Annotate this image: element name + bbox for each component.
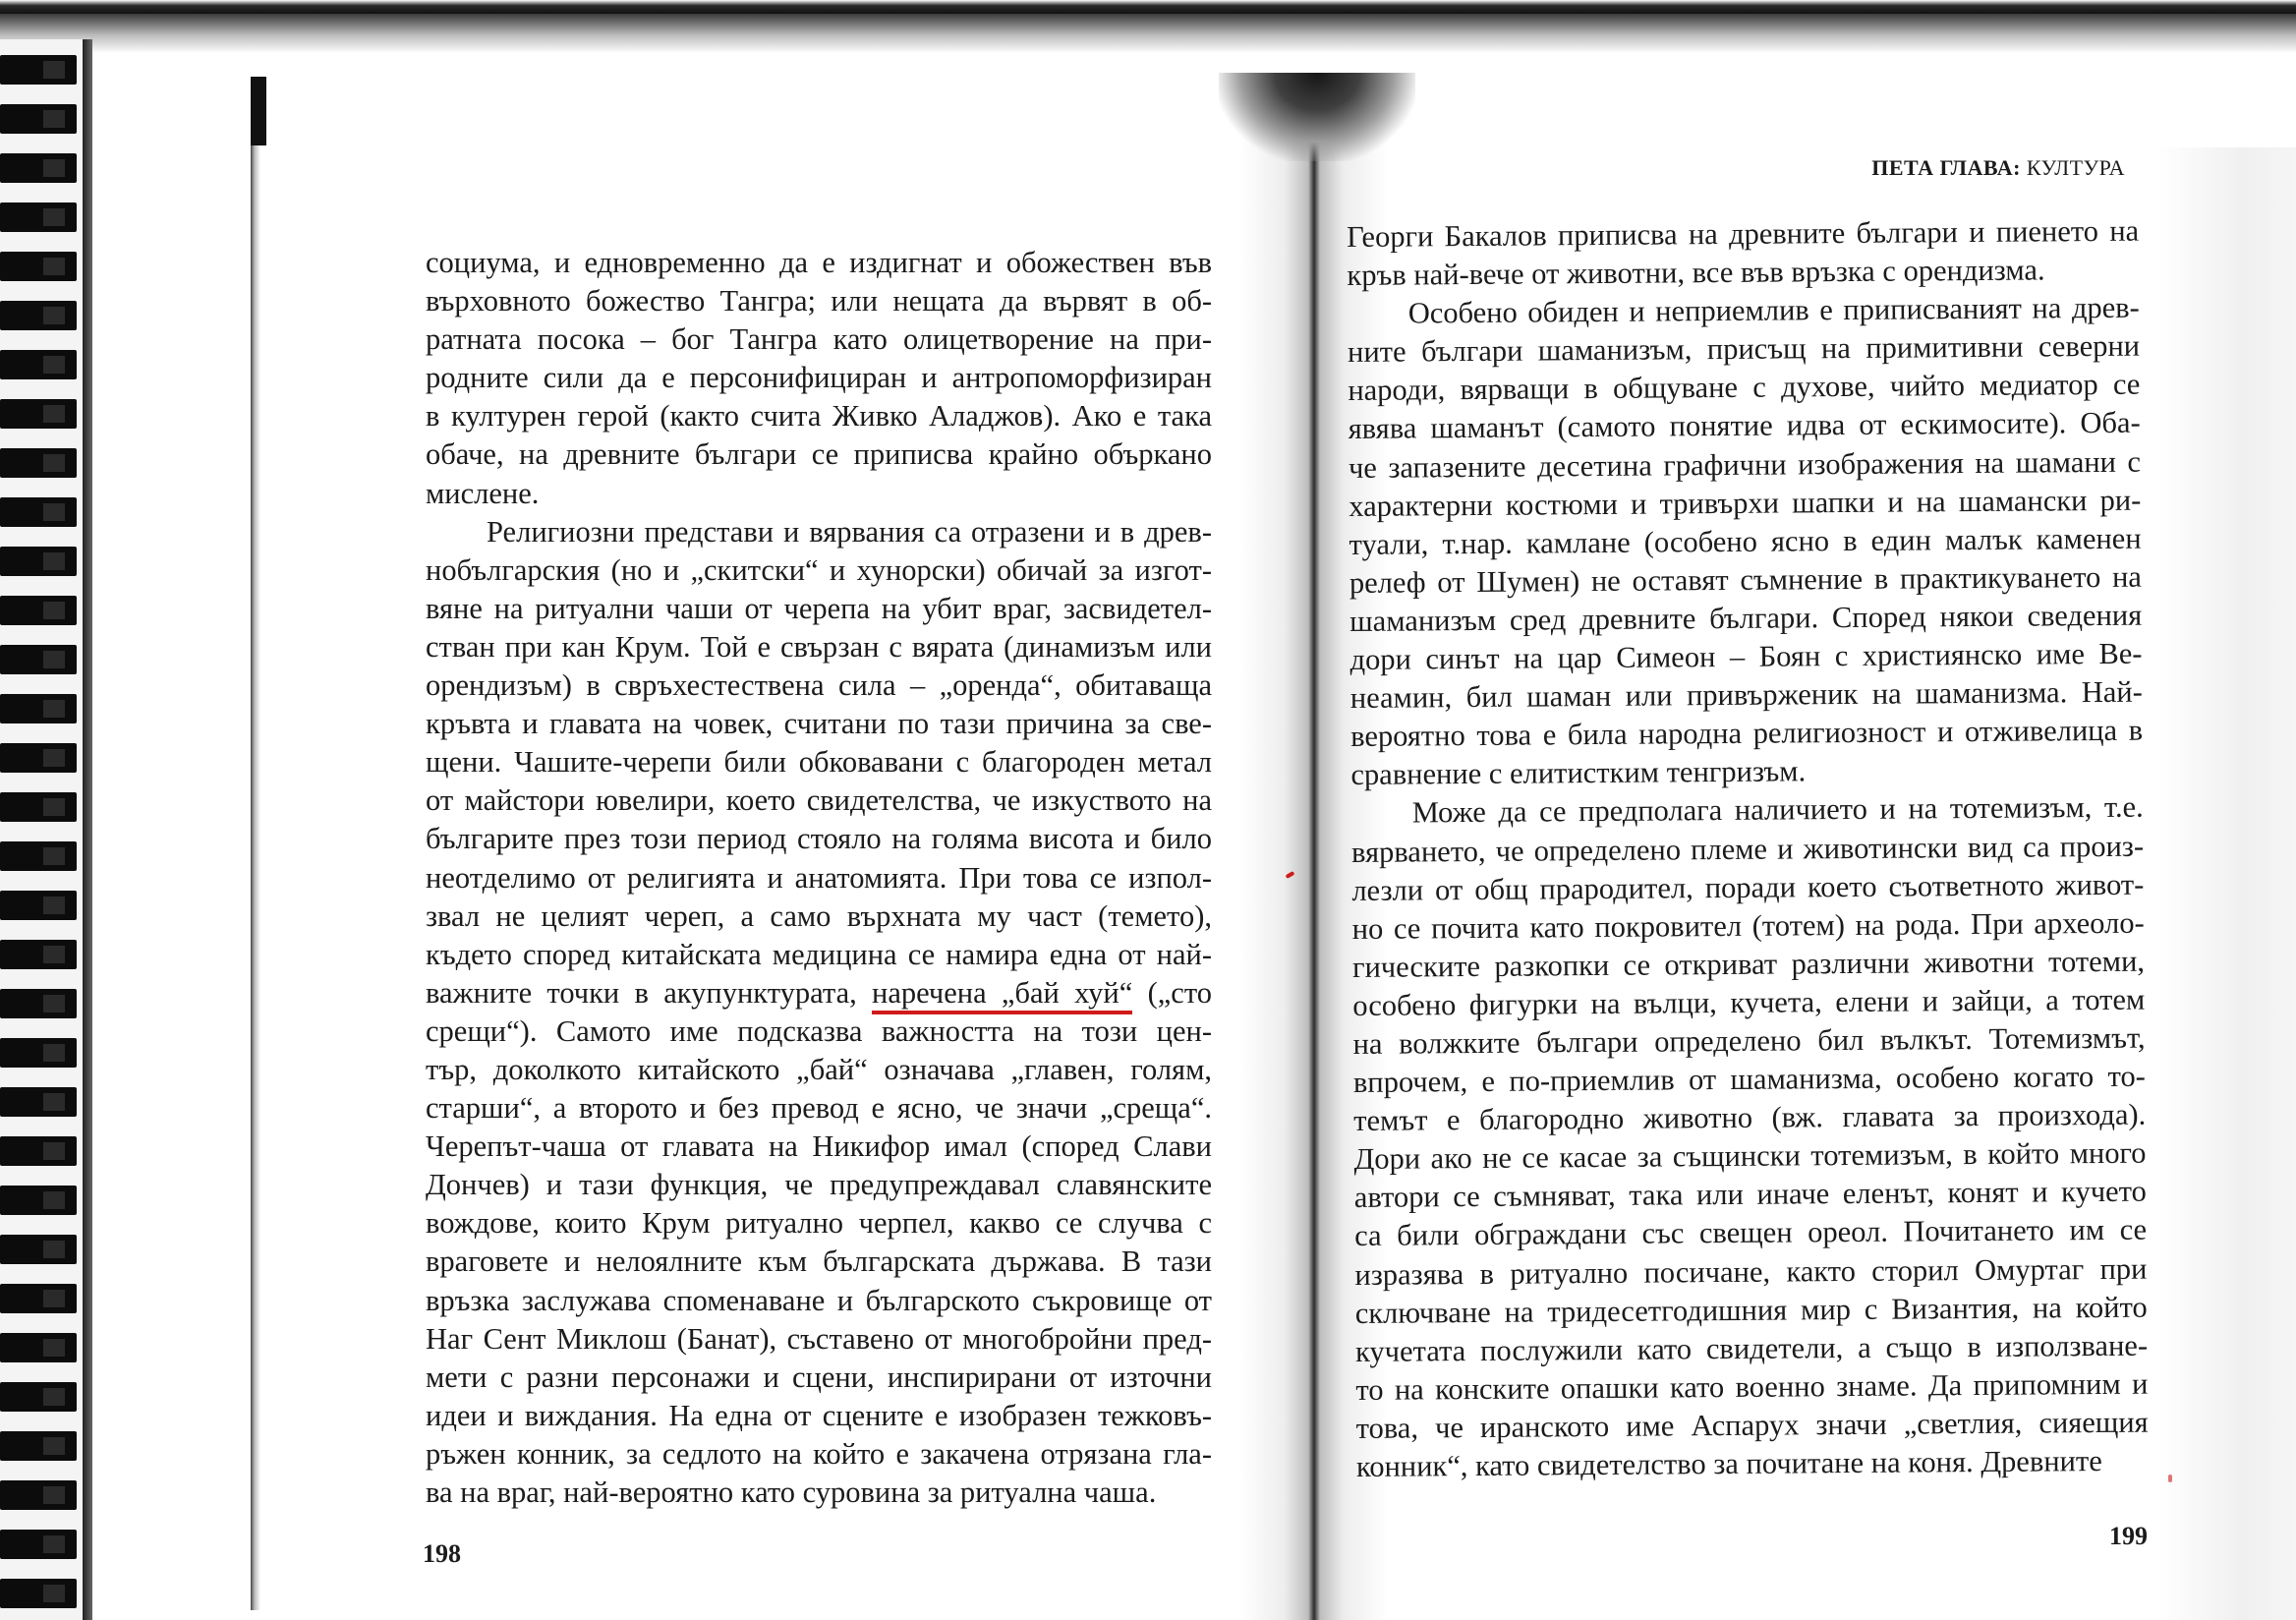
scan-top-shadow <box>0 14 2296 53</box>
text-line: щени. Чашите-черепи били обковавани с благороден метал <box>426 745 1212 780</box>
binding-coil <box>0 497 77 527</box>
binding-coil <box>0 1038 77 1068</box>
text-line: вяне на ритуални чаши от черепа на убит враг, засвидетел- <box>426 591 1212 625</box>
text-line: Дори ако не се касае за същински тотемизъм, в който много <box>1353 1135 2147 1177</box>
text-line: гическите разкопки се откриват различни животни тотеми, <box>1351 944 2146 984</box>
text-line: кръвта и главата на човек, считани по тази причина за све- <box>426 707 1212 741</box>
scan-speck <box>2168 1475 2172 1482</box>
text-line: звал не целият череп, а само върхната му част (темето), <box>426 898 1212 933</box>
text-line: темът е благородно животно (вж. главата за произхода). <box>1353 1097 2147 1138</box>
binding-coil <box>0 1235 77 1264</box>
text-line: че запазените десетина графични изображения на шамани с <box>1348 444 2142 485</box>
text-line: неотделимо от религията и анатомията. При това се изпол- <box>426 860 1212 895</box>
binding-coil <box>0 547 77 576</box>
binding-coil <box>0 301 77 330</box>
binding-coil <box>0 891 77 920</box>
running-head-title: КУЛТУРА <box>2020 155 2125 180</box>
text-line: на волжките българи определено бил вълкът. Тотемизмът, <box>1352 1020 2146 1061</box>
text-line: конник“, като свидетелство за почитане на коня. Древните <box>1355 1444 2102 1483</box>
text-line: характерни костюми и тривърхи шапки и на шамански ри- <box>1349 483 2142 523</box>
binding-coil <box>0 1480 77 1510</box>
text-line: туали, т.нар. камлане (особено ясно в един малък каменен <box>1349 521 2142 561</box>
text-line: Георги Бакалов приписва на древните българи и пиенето на <box>1347 213 2140 254</box>
binding-coil <box>0 1382 77 1412</box>
binding-coil <box>0 104 77 134</box>
text-segment: („сто <box>1132 975 1212 1010</box>
text-line: орендизъм) в свръхестествена сила – „оренда“, обитаваща <box>426 668 1212 703</box>
spiral-binding <box>0 39 90 1620</box>
text-line: неамин, бил шаман или привърженик на шаманизма. Най- <box>1349 674 2143 716</box>
text-line: кръв най-вече от животни, все във връзка с орендизма. <box>1347 253 2045 293</box>
text-line: тър, доколкото китайското „бай“ означава „главен, голям, <box>426 1052 1212 1086</box>
text-line: мети с разни персонажи и сцени, инспирирани от източни <box>426 1360 1212 1394</box>
text-line: вярването, че определено племе и животински вид са произ- <box>1350 829 2145 869</box>
binding-coil <box>0 645 77 674</box>
text-line: връзка заслужава споменаване и българското съкровище от <box>426 1283 1212 1317</box>
text-line: в културен герой (както счита Живко Аладжов). Ако е така <box>426 399 1212 434</box>
text-line: родните сили да е персонифициран и антропоморфизиран <box>426 361 1212 395</box>
binding-coil <box>0 202 77 232</box>
text-line: Черепът-чаша от главата на Никифор имал (според Слави <box>426 1129 1212 1164</box>
binding-coil <box>0 399 77 429</box>
binding-edge <box>83 39 92 1620</box>
scan-top-border <box>0 0 2296 14</box>
binding-coil <box>0 989 77 1018</box>
text-line: релеф от Шумен) не оставят съмнение в практикуването на <box>1349 559 2143 600</box>
text-line: дори синът на цар Симеон – Боян с християнско име Ве- <box>1349 636 2143 677</box>
red-underlined-phrase: наречена „бай хуй“ <box>872 976 1132 1014</box>
text-line: върховното божество Тангра; или нещата да вървят в об- <box>426 284 1212 318</box>
text-line: впрочем, е по-приемлив от шаманизма, особено когато то- <box>1352 1059 2147 1100</box>
text-line: явява шаманът (самото понятие идва от ескимосите). Оба- <box>1348 406 2141 446</box>
text-line: кучетата послужили като свидетели, а също в използване- <box>1354 1328 2149 1368</box>
binding-coil <box>0 1186 77 1215</box>
text-line: автори се съмняват, така или иначе еленът, конят и кучето <box>1353 1174 2147 1215</box>
binding-coil <box>0 1333 77 1362</box>
text-line: но се почита като покровител (тотем) на рода. При археоло- <box>1351 905 2145 946</box>
text-line: вероятно това е била народна религиозност и отживелица в <box>1350 713 2144 754</box>
binding-coil <box>0 1284 77 1313</box>
running-head <box>1671 155 2125 181</box>
text-line: са били обграждани със свещен ореол. Почитането им се <box>1353 1213 2148 1253</box>
binding-coil <box>0 596 77 625</box>
binding-coil <box>0 694 77 723</box>
binding-coil <box>0 153 77 183</box>
text-line: то на конските опашки като военно знаме. Да припомним и <box>1355 1366 2149 1407</box>
left-page-number: 198 <box>423 1539 461 1568</box>
text-line: Наг Сент Миклош (Банат), съставено от многобройни пред- <box>426 1321 1212 1356</box>
book-gutter-shadow <box>1219 73 1415 161</box>
text-line: враговете и нелоялните към българската държава. В тази <box>426 1244 1212 1279</box>
binding-coil <box>0 841 77 871</box>
text-line <box>426 974 1212 1012</box>
text-line: Особено обиден и неприемлив е приписваният на древ- <box>1407 290 2140 330</box>
right-page-number: 199 <box>2109 1522 2148 1550</box>
binding-coil <box>0 448 77 478</box>
text-line: ните българи шаманизъм, присъщ на примитивни северни <box>1347 328 2141 370</box>
text-line: това, че иранското име Аспарух значи „светлия, сияещия <box>1355 1405 2149 1445</box>
text-line: ва на враг, най-вероятно като суровина за ритуална чаша. <box>426 1475 1157 1509</box>
text-line: Дончев) и тази функция, че предупреждавал славянските <box>426 1168 1212 1202</box>
running-head-chapter: ПЕТА ГЛАВА: <box>1871 155 2021 180</box>
text-line: нобългарския (но и „скитски“ и хунорски) обичай за изгот- <box>426 552 1212 587</box>
text-line: обаче, на древните българи се приписва крайно объркано <box>426 437 1212 472</box>
text-segment: важните точки в акупунктурата, <box>426 975 873 1010</box>
text-line: стван при кан Крум. Той е свързан с вярата (динамизъм или <box>426 629 1212 664</box>
left-page-text <box>426 244 1212 1512</box>
binding-coil <box>0 1136 77 1166</box>
right-page-text <box>1347 212 2149 1486</box>
text-line: старши“, а второто и без превод е ясно, че значи „среща“. <box>426 1091 1212 1126</box>
text-line: идеи и виждания. На една от сцените е изобразен тежковъ- <box>426 1398 1212 1432</box>
text-line: срещи“). Самото име подсказва важността на този цен- <box>426 1013 1212 1048</box>
right-page-shade <box>2158 147 2296 1620</box>
left-page-edge <box>251 77 260 1610</box>
text-line: изразява в ритуално посичане, както сторил Омуртаг при <box>1354 1251 2148 1292</box>
binding-coil <box>0 55 77 85</box>
text-line: лезли от общ прародител, поради което съответното живот- <box>1351 867 2145 907</box>
binding-coil <box>0 252 77 281</box>
binding-coil <box>0 940 77 969</box>
text-line: ратната посока – бог Тангра като олицетворение на при- <box>426 322 1212 357</box>
binding-coil <box>0 1579 77 1608</box>
text-line: българите през този период стояло на голяма висота и било <box>426 822 1212 856</box>
text-line: Може да се предполага наличието и на тотемизъм, т.е. <box>1411 790 2144 830</box>
text-line: Религиозни представи и вярвания са отразени и в древ- <box>487 514 1212 549</box>
text-line: сравнение с елитистким тенгризъм. <box>1350 754 1807 792</box>
text-line: социума, и едновременно да е издигнат и обожествен във <box>426 246 1212 279</box>
text-line: мислене. <box>426 476 540 510</box>
binding-coil <box>0 1431 77 1461</box>
left-page-corner <box>251 77 266 145</box>
text-line: където според китайската медицина се намира една от най- <box>426 937 1212 971</box>
binding-coil <box>0 1530 77 1559</box>
binding-coil <box>0 350 77 379</box>
text-line: сключване на тридесетгодишния мир с Византия, на който <box>1354 1290 2148 1330</box>
text-line: вождове, които Крум ритуално черпел, какво се случва с <box>426 1206 1212 1241</box>
text-line: от майстори ювелири, което свидетелства, че изкуството на <box>426 783 1212 818</box>
text-line: народи, вярващи в общуване с духове, чийто медиатор се <box>1348 368 2141 408</box>
text-line: особено фигурки на вълци, кучета, елени и зайци, а тотем <box>1352 982 2146 1022</box>
binding-coil <box>0 1087 77 1117</box>
text-line: ръжен конник, за седлото на който е закачена отрязана гла- <box>426 1436 1212 1471</box>
text-line: шаманизъм сред древните българи. Според някои сведения <box>1349 598 2143 638</box>
binding-coil <box>0 792 77 822</box>
binding-coil <box>0 743 77 773</box>
